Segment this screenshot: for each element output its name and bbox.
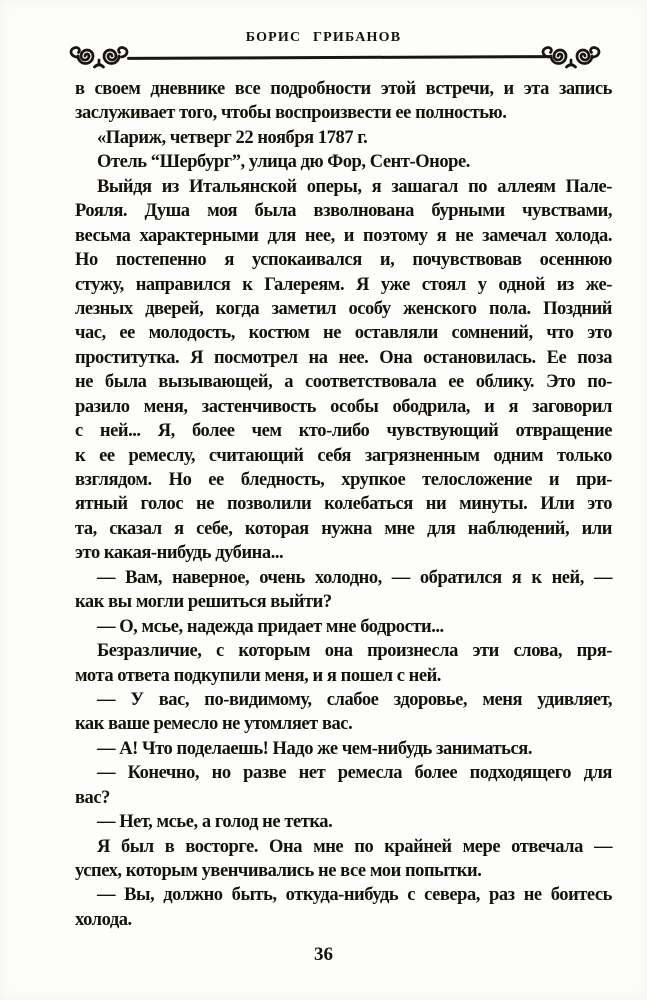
text-line: как ваше ремесло не утомляет вас. xyxy=(75,714,353,735)
text-line: заслуживает того, чтобы воспроизвести ее полностью. xyxy=(75,103,507,124)
text-line: — О, мсье, надежда придает мне бодрости... xyxy=(97,616,444,637)
scroll-flourish-icon xyxy=(68,41,130,71)
text-line: Но постепенно я успокаивался и, почувствовав осеннюю xyxy=(75,250,612,271)
text-line: мота ответа подкупили меня, и я пошел с ней. xyxy=(75,665,441,686)
text-line: Выйдя из Итальянской оперы, я зашагал по аллеям Пале- xyxy=(97,176,612,197)
running-head-author: БОРИС ГРИБАНОВ xyxy=(245,30,402,45)
text-line: стужу, направился к Галереям. Я уже стоял у одной из же- xyxy=(75,274,612,295)
header-rule xyxy=(127,55,551,60)
text-line: — У вас, по-видимому, слабое здоровье, меня удивляет, xyxy=(97,689,612,710)
text-line: — Конечно, но разве нет ремесла более подходящего для xyxy=(97,763,612,784)
body-text-block xyxy=(75,77,612,932)
text-line: — Вы, должно быть, откуда-нибудь с севера, раз не боитесь xyxy=(97,885,612,906)
text-line: Я был в восторге. Она мне по крайней мере отвечала — xyxy=(97,836,612,857)
text-line: весьма характерными для нее, и поэтому я не замечал холода. xyxy=(75,225,612,246)
text-line: не была вызывающей, а соответствовала ее облику. Это по- xyxy=(75,372,612,393)
text-line: холода. xyxy=(75,909,132,930)
text-line: с ней... Я, более чем кто-либо чувствующий отвращение xyxy=(75,421,612,442)
text-line: успех, которым увенчивались не все мои попытки. xyxy=(75,861,482,881)
text-line: лезных дверей, когда заметил особу женского пола. Поздний xyxy=(75,298,612,319)
text-line: это какая-нибудь дубина... xyxy=(75,543,284,564)
text-line: к ее ремеслу, считающий себя загрязненным одним только xyxy=(75,445,612,466)
text-line: — Нет, мсье, а голод не тетка. xyxy=(97,812,333,833)
text-line: в своем дневнике все подробности этой встречи, и эта запись xyxy=(75,79,612,99)
text-line: — Вам, наверное, очень холодно, — обратился я к ней, — xyxy=(97,567,612,588)
text-line: та, сказал я себе, которая нужна мне для наблюдений, или xyxy=(75,518,612,539)
text-line: взглядом. Но ее бледность, хрупкое телосложение и при- xyxy=(75,470,612,490)
text-line: как вы могли решиться выйти? xyxy=(75,592,332,613)
text-line: проститутка. Я посмотрел на нее. Она остановилась. Ее поза xyxy=(75,347,612,368)
text-line: — А! Что поделаешь! Надо же чем-нибудь заниматься. xyxy=(97,738,533,759)
text-line: ятный голос не позволили колебаться ни минуты. Или это xyxy=(75,494,612,515)
scroll-flourish-icon xyxy=(540,41,602,71)
text-line: Безразличие, с которым она произнесла эти слова, пря- xyxy=(97,641,612,662)
text-line: вас? xyxy=(75,787,110,808)
text-line: «Париж, четверг 22 ноября 1787 г. xyxy=(97,127,368,148)
text-line: Отель “Шербург”, улица дю Фор, Сент-Оноре. xyxy=(97,152,470,173)
text-line: разило меня, застенчивость особы ободрила, и я заговорил xyxy=(75,396,612,417)
text-line: час, ее молодость, костюм не оставляли сомнений, что это xyxy=(75,323,612,344)
text-line: Рояля. Душа моя была взволнована бурными чувствами, xyxy=(75,201,612,222)
page-number: 36 xyxy=(314,944,333,965)
